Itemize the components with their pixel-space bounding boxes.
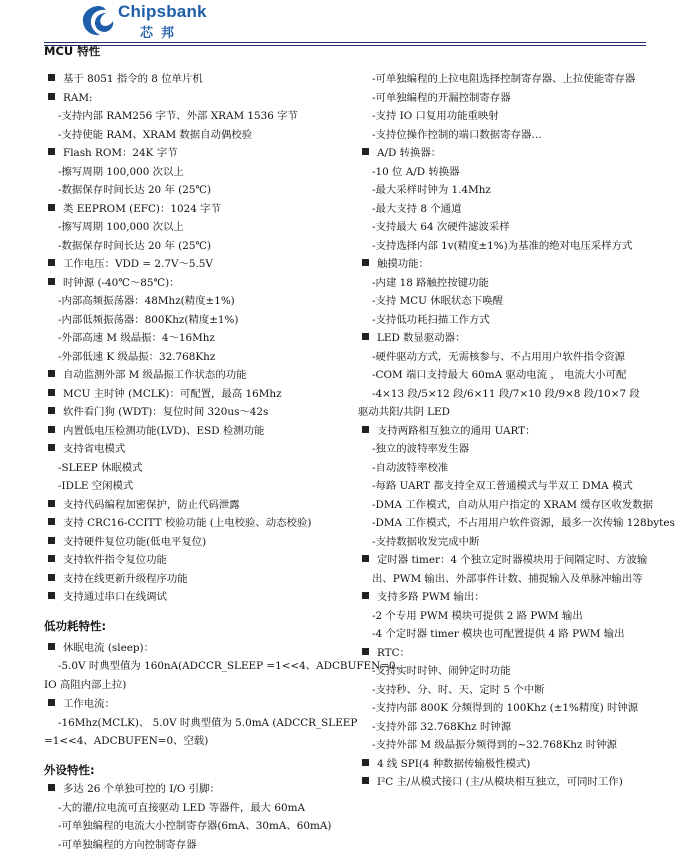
sub-item: -SLEEP 休眠模式 — [58, 462, 143, 474]
sub-item: -支持内部 RAM256 字节、外部 XRAM 1536 字节 — [58, 110, 298, 122]
bullet-text: RAM: — [63, 92, 93, 104]
bullet-text: 类 EEPROM (EFC)：1024 字节 — [63, 203, 221, 215]
bullet-item — [44, 697, 115, 711]
bullet-item — [358, 590, 485, 604]
bullet-text: RTC： — [377, 647, 410, 659]
section-heading: MCU 特性 — [44, 44, 101, 58]
bullet-square-icon — [48, 592, 55, 599]
sub-item: -10 位 A/D 转换器 — [372, 166, 460, 178]
sub-item: -可单独编程的电流大小控制寄存器(6mA、30mA、60mA) — [58, 820, 332, 832]
bullet-square-icon — [362, 333, 369, 340]
bullet-item — [44, 202, 221, 216]
sub-item: -内部高频振荡器：48Mhz(精度±1%) — [58, 295, 235, 307]
bullet-square-icon — [362, 777, 369, 784]
bullet-item — [358, 553, 647, 567]
sub-item: -支持使能 RAM、XRAM 数据自动偶校验 — [58, 129, 253, 141]
bullet-item — [44, 368, 247, 382]
sub-item: -5.0V 时典型值为 160nA(ADCCR_SLEEP =1<<4、ADCBUFEN=0、 — [58, 660, 406, 672]
bullet-item — [44, 535, 206, 549]
bullet-text: 支持硬件复位功能(低电平复位) — [63, 536, 207, 548]
bullet-square-icon — [362, 148, 369, 155]
sub-item: -支持 MCU 休眠状态下唤醒 — [372, 295, 503, 307]
bullet-item — [44, 424, 264, 438]
bullet-item — [358, 257, 429, 271]
bullet-square-icon — [48, 555, 55, 562]
sub-item: -支持 IO 口复用功能重映射 — [372, 110, 499, 122]
bullet-item — [44, 572, 188, 586]
bullet-square-icon — [362, 259, 369, 266]
sub-item: -每路 UART 都支持全双工普通模式与半双工 DMA 模式 — [372, 480, 633, 492]
bullet-square-icon — [48, 518, 55, 525]
sub-item: -COM 端口支持最大 60mA 驱动电流 ， 电流大小可配 — [372, 369, 627, 381]
bullet-text: 内置低电压检测功能(LVD)、ESD 检测功能 — [63, 425, 265, 437]
bullet-text: 软件看门狗 (WDT)：复位时间 320us～42s — [63, 406, 269, 418]
bullet-square-icon — [48, 574, 55, 581]
bullet-square-icon — [362, 648, 369, 655]
bullet-text: 支持通过串口在线调试 — [63, 591, 167, 603]
chipsbank-logo-icon — [80, 4, 116, 38]
sub-item: -擦写周期 100,000 次以上 — [58, 166, 184, 178]
sub-item: -IDLE 空闲模式 — [58, 480, 134, 492]
sub-item: -外部低速 K 级晶振：32.768Khz — [58, 351, 216, 363]
sub-item: -可单独编程的开漏控制寄存器 — [372, 92, 511, 104]
sub-item: -内建 18 路触控按键功能 — [372, 277, 489, 289]
bullet-square-icon — [48, 784, 55, 791]
bullet-text: 支持省电模式 — [63, 443, 126, 455]
sub-item: -DMA 工作模式，自动从用户指定的 XRAM 缓存区收发数据 — [372, 499, 654, 511]
bullet-square-icon — [48, 93, 55, 100]
bullet-square-icon — [48, 370, 55, 377]
sub-item: -支持秒、分、时、天、定时 5 个中断 — [372, 684, 545, 696]
bullet-square-icon — [48, 444, 55, 451]
sub-item: -可单独编程的上拉电阻选择控制寄存器、上拉使能寄存器 — [372, 73, 636, 85]
bullet-item — [44, 387, 282, 401]
bullet-item — [358, 331, 465, 345]
sub-item: 出、PWM 输出、外部事件计数、捕捉输入及单脉冲输出等 — [372, 573, 643, 585]
sub-item: -大的灌/拉电流可直接驱动 LED 等器件，最大 60mA — [58, 802, 305, 814]
bullet-square-icon — [48, 407, 55, 414]
bullet-text: 工作电流： — [63, 698, 115, 710]
page-header — [0, 0, 679, 44]
sub-item: -2 个专用 PWM 模块可提供 2 路 PWM 输出 — [372, 610, 583, 622]
bullet-item — [44, 516, 311, 530]
sub-item: -擦写周期 100,000 次以上 — [58, 221, 184, 233]
sub-item: -支持选择内部 1v(精度±1%)为基准的绝对电压采样方式 — [372, 240, 633, 252]
sub-item: -最大支持 8 个通道 — [372, 203, 462, 215]
brand-name-cn: 芯邦 — [140, 26, 183, 41]
bullet-square-icon — [48, 426, 55, 433]
bullet-text: A/D 转换器： — [377, 147, 442, 159]
bullet-square-icon — [48, 643, 55, 650]
bullet-text: 基于 8051 指令的 8 位单片机 — [63, 73, 203, 85]
sub-item: -4×13 段/5×12 段/6×11 段/7×10 段/9×8 段/10×7 段 — [372, 388, 640, 400]
sub-item: -支持外部 M 级晶振分频得到的~32.768Khz 时钟源 — [372, 739, 617, 751]
bullet-item — [44, 590, 167, 604]
sub-item: -外部高速 M 级晶振：4～16Mhz — [58, 332, 215, 344]
bullet-item — [358, 646, 410, 660]
bullet-text: 休眠电流 (sleep)： — [63, 642, 154, 654]
bullet-text: 自动监测外部 M 级晶振工作状态的功能 — [63, 369, 247, 381]
sub-item: -独立的波特率发生器 — [372, 443, 470, 455]
sub-item: -最大采样时钟为 1.4Mhz — [372, 184, 491, 196]
header-rule-bottom — [44, 45, 646, 46]
bullet-square-icon — [48, 278, 55, 285]
sub-item: -硬件驱动方式，无需核参与、不占用用户软件指令资源 — [372, 351, 625, 363]
bullet-item — [358, 146, 441, 160]
bullet-text: 多达 26 个单独可控的 I/O 引脚： — [63, 783, 220, 795]
sub-item: -DMA 工作模式，不占用用户软件资源，最多一次传输 128bytes — [372, 517, 675, 529]
sub-item: -支持低功耗扫描工作方式 — [372, 314, 490, 326]
bullet-item — [358, 424, 536, 438]
bullet-square-icon — [48, 699, 55, 706]
bullet-item — [44, 442, 125, 456]
bullet-square-icon — [48, 389, 55, 396]
bullet-square-icon — [362, 555, 369, 562]
bullet-square-icon — [48, 204, 55, 211]
bullet-item — [44, 405, 268, 419]
bullet-square-icon — [48, 74, 55, 81]
bullet-text: I²C 主/从模式接口 (主/从模块相互独立，可同时工作) — [377, 776, 623, 788]
bullet-square-icon — [48, 500, 55, 507]
bullet-text: 支持代码编程加密保护，防止代码泄露 — [63, 499, 240, 511]
bullet-item — [44, 72, 203, 86]
bullet-item — [44, 641, 154, 655]
bullet-text: 工作电压：VDD = 2.7V～5.5V — [63, 258, 213, 270]
sub-item: -支持数据收发完成中断 — [372, 536, 480, 548]
section-heading: 低功耗特性: — [44, 619, 107, 633]
bullet-text: Flash ROM：24K 字节 — [63, 147, 178, 159]
sub-item: -数据保存时间长达 20 年 (25℃) — [58, 184, 212, 196]
bullet-text: LED 数显驱动器： — [377, 332, 466, 344]
continuation-line: 驱动共阳/共阴 LED — [358, 406, 450, 418]
bullet-text: 支持软件指令复位功能 — [63, 554, 167, 566]
bullet-text: 支持 CRC16-CCITT 校验功能 (上电校验、动态校验) — [63, 517, 312, 529]
sub-item: -数据保存时间长达 20 年 (25℃) — [58, 240, 212, 252]
sub-item: -4 个定时器 timer 模块也可配置提供 4 路 PWM 输出 — [372, 628, 625, 640]
section-heading: 外设特性: — [44, 763, 95, 777]
sub-item: -支持外部 32.768Khz 时钟源 — [372, 721, 512, 733]
bullet-item — [44, 257, 213, 271]
sub-item: -支持位操作控制的端口数据寄存器… — [372, 129, 542, 141]
sub-item: -支持最大 64 次硬件滤波采样 — [372, 221, 510, 233]
bullet-item — [44, 276, 180, 290]
bullet-square-icon — [48, 259, 55, 266]
bullet-square-icon — [48, 148, 55, 155]
bullet-text: 支持多路 PWM 输出： — [377, 591, 485, 603]
bullet-square-icon — [362, 592, 369, 599]
brand-name-en: Chipsbank — [118, 2, 207, 21]
sub-item: -支持实时时钟、闹钟定时功能 — [372, 665, 511, 677]
bullet-item — [44, 782, 220, 796]
bullet-square-icon — [362, 426, 369, 433]
bullet-item — [44, 146, 178, 160]
bullet-text: MCU 主时钟 (MCLK)：可配置，最高 16Mhz — [63, 388, 282, 400]
header-rule-top — [44, 42, 646, 43]
bullet-text: 支持两路相互独立的通用 UART： — [377, 425, 536, 437]
sub-item: -可单独编程的方向控制寄存器 — [58, 839, 197, 851]
bullet-text: 4 线 SPI(4 种数据传输极性模式) — [377, 758, 531, 770]
sub-item: -支持内部 800K 分频得到的 100Khz (±1%精度) 时钟源 — [372, 702, 639, 714]
bullet-text: 时钟源 (-40℃～85℃)： — [63, 277, 180, 289]
bullet-text: 支持在线更新升级程序功能 — [63, 573, 188, 585]
bullet-item — [358, 775, 623, 789]
continuation-line: IO 高阻内部上拉) — [44, 679, 127, 691]
sub-item: -内部低频振荡器：800Khz(精度±1%) — [58, 314, 239, 326]
bullet-square-icon — [48, 537, 55, 544]
bullet-item — [44, 498, 240, 512]
bullet-item — [44, 91, 92, 105]
continuation-line: =1<<4、ADCBUFEN=0、空载) — [44, 735, 209, 747]
bullet-text: 定时器 timer：4 个独立定时器模块用于间隔定时、方波输 — [377, 554, 648, 566]
sub-item: -16Mhz(MCLK)、 5.0V 时典型值为 5.0mA (ADCCR_SLEEP — [58, 717, 358, 729]
bullet-square-icon — [362, 759, 369, 766]
bullet-item — [44, 553, 167, 567]
bullet-item — [358, 757, 530, 771]
bullet-text: 触摸功能： — [377, 258, 429, 270]
sub-item: -自动波特率校准 — [372, 462, 449, 474]
